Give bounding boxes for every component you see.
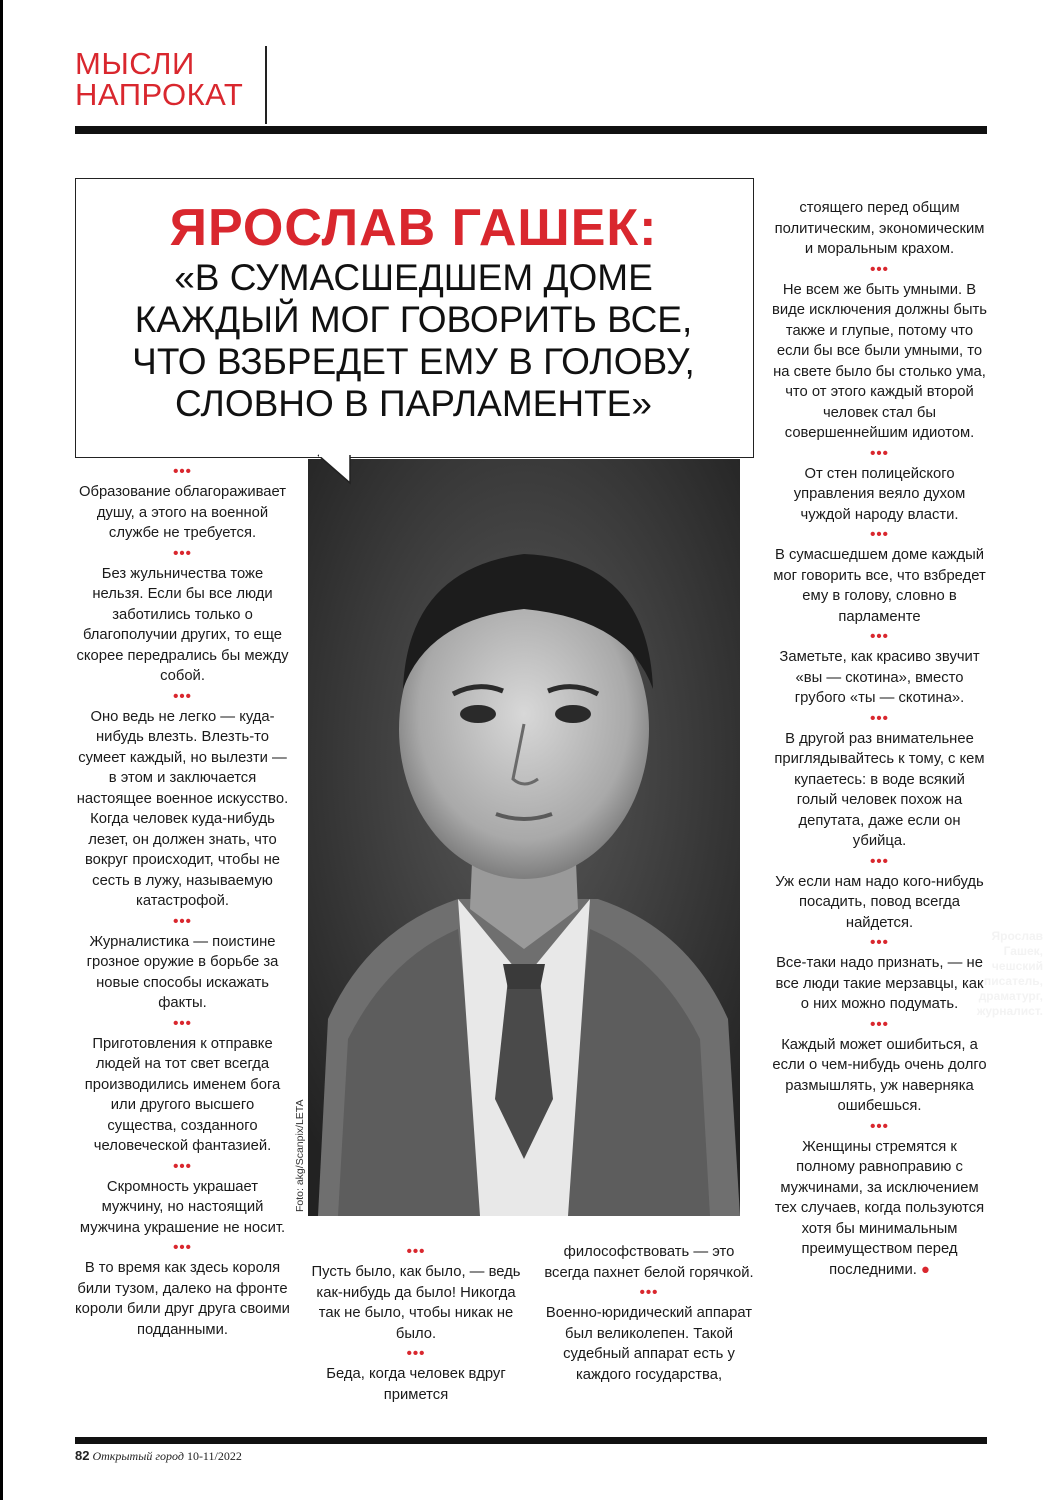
quote-paragraph: Скромность украшает мужчину, но настоящий мужчина украшение не носит.	[79, 1178, 286, 1236]
quote-paragraph: Журналистика — поистине грозное оружие в борьбе за новые способы искажать факты.	[86, 933, 279, 1011]
magazine-name: Открытый город	[92, 1449, 184, 1463]
quotes-column-right	[772, 198, 987, 1280]
quote-paragraph: В сумасшедшем доме каждый мог говорить все, что взбредет ему в голову, словно в парламенте	[773, 547, 986, 625]
quote-paragraph: Уж если нам надо кого-нибудь посадить, повод всегда найдется.	[775, 873, 984, 931]
separator-dots: •••	[406, 1243, 426, 1260]
quote-paragraph: Оно ведь не легко — куда-нибудь влезть. Влезть-то сумеет каждый, но вылезти — в этом и заключается настоящее военное искусство. Когда человек куда-нибудь лезет, он должен знать, что вокруг происходит, чтобы не сесть в лужу, называемую катастрофой.	[76, 708, 289, 909]
headline-quote	[75, 257, 752, 425]
caption-line: Ярослав	[991, 929, 1043, 943]
quote-paragraph: стоящего перед общим политическим, экономическим и моральным крахом.	[774, 200, 985, 257]
separator-dots: •••	[173, 463, 192, 480]
separator-dots: •••	[870, 444, 889, 462]
separator-dots: •••	[870, 1015, 889, 1033]
left-edge-rule	[0, 0, 3, 1500]
photo-credit: Foto: akg/Scanpix/LETA	[294, 1099, 306, 1212]
bottom-rule	[75, 1437, 987, 1444]
separator-dots: •••	[870, 526, 889, 543]
page-number: 82	[75, 1448, 90, 1463]
quote-paragraph: Пусть было, как было, — ведь как-нибудь да было! Никогда так не было, чтобы никак не было.	[311, 1264, 521, 1342]
separator-dots: •••	[870, 852, 889, 870]
end-mark-icon: ●	[921, 1261, 930, 1278]
quote-paragraph: В другой раз внимательнее приглядывайтесь к тому, с кем купаетесь: в воде всякий голый человек похож на депутата, даже если он убийца.	[774, 730, 985, 849]
caption-line: Гашек,	[1003, 944, 1043, 958]
quote-paragraph: Все-таки надо признать, — не все люди такие мерзавцы, как о них можно подумать.	[775, 955, 984, 1012]
separator-dots: •••	[870, 1117, 889, 1135]
quote-paragraph: Заметьте, как красиво звучит «вы — скотина», вместо грубого «ты — скотина».	[779, 649, 980, 706]
caption-line: чешский	[991, 959, 1043, 973]
quote-paragraph	[772, 1137, 987, 1281]
caption-line: драматург,	[978, 989, 1043, 1003]
quote-paragraph: Военно-юридический аппарат был великолепен. Такой судебный аппарат есть у каждого государства,	[545, 1305, 753, 1383]
separator-dots: •••	[173, 1239, 192, 1256]
headline-name: ЯРОСЛАВ ГАШЕК:	[169, 199, 658, 257]
separator-dots: •••	[173, 1157, 192, 1175]
separator-dots: •••	[870, 934, 889, 951]
caption-line: писатель,	[983, 974, 1043, 988]
headline-quote-line: ЧТО ВЗБРЕДЕТ ЕМУ В ГОЛОВУ,	[132, 341, 695, 382]
separator-dots: •••	[870, 709, 889, 727]
quotes-column-left	[75, 462, 290, 1340]
portrait-illustration	[308, 459, 740, 1216]
quote-paragraph: Каждый может ошибиться, а если о чем-нибудь очень долго размышлять, уж наверняка ошибешься.	[772, 1036, 987, 1114]
section-title-line1: МЫСЛИ	[75, 46, 195, 81]
callout-tail	[318, 455, 358, 485]
quote-paragraph: Приготовления к отправке людей на тот свет всегда производились именем бога или другого высшего существа, созданного человеческой фантазией.	[84, 1035, 281, 1154]
separator-dots: •••	[173, 687, 192, 705]
separator-dots: •••	[870, 260, 889, 278]
quotes-column-middle-a	[310, 1242, 522, 1405]
separator-dots: •••	[406, 1345, 426, 1362]
top-rule	[75, 126, 987, 134]
quote-paragraph: философствовать — это всегда пахнет белой горячкой.	[544, 1244, 754, 1281]
quotes-column-middle-b	[540, 1242, 758, 1385]
separator-dots: •••	[870, 628, 889, 645]
quote-paragraph: От стен полицейского управления веяло духом чуждой народу власти.	[793, 465, 966, 523]
section-divider	[265, 46, 267, 124]
section-title	[75, 48, 255, 110]
issue-number: 10-11/2022	[186, 1449, 242, 1463]
quote-paragraph: Беда, когда человек вдруг примется	[326, 1366, 506, 1403]
separator-dots: •••	[639, 1284, 659, 1301]
headline-quote-line: «В СУМАСШЕДШЕМ ДОМЕ	[174, 257, 653, 298]
headline-quote-line: СЛОВНО В ПАРЛАМЕНТЕ»	[175, 383, 652, 424]
quote-paragraph: Образование облагораживает душу, а этого на военной службе не требуется.	[78, 484, 287, 541]
caption-line: журналист.	[976, 1004, 1043, 1018]
section-title-line2: НАПРОКАТ	[75, 77, 244, 112]
headline-quote-line: КАЖДЫЙ МОГ ГОВОРИТЬ ВСЕ,	[134, 299, 693, 340]
quote-paragraph: Без жульничества тоже нельзя. Если бы все люди заботились только о благополучии других, то еще скорее передрались бы между собой.	[76, 565, 289, 684]
quote-paragraph: Не всем же быть умными. В виде исключения должны быть также и глупые, потому что если бы все были умными, то на свете было бы столько ума, что от этого каждый второй человек стал бы совершеннейшим идиотом.	[772, 281, 987, 441]
quote-text: Женщины стремятся к полному равноправию с мужчинами, за исключением тех случаев, когда пользуются хотя бы минимальным преимуществом перед последними.	[774, 1138, 985, 1278]
separator-dots: •••	[173, 912, 192, 930]
separator-dots: •••	[173, 1014, 192, 1032]
separator-dots: •••	[173, 544, 192, 562]
page-footer	[75, 1448, 242, 1464]
quote-paragraph: В то время как здесь короля били тузом, далеко на фронте короли били друг друга своими подданными.	[75, 1260, 290, 1338]
